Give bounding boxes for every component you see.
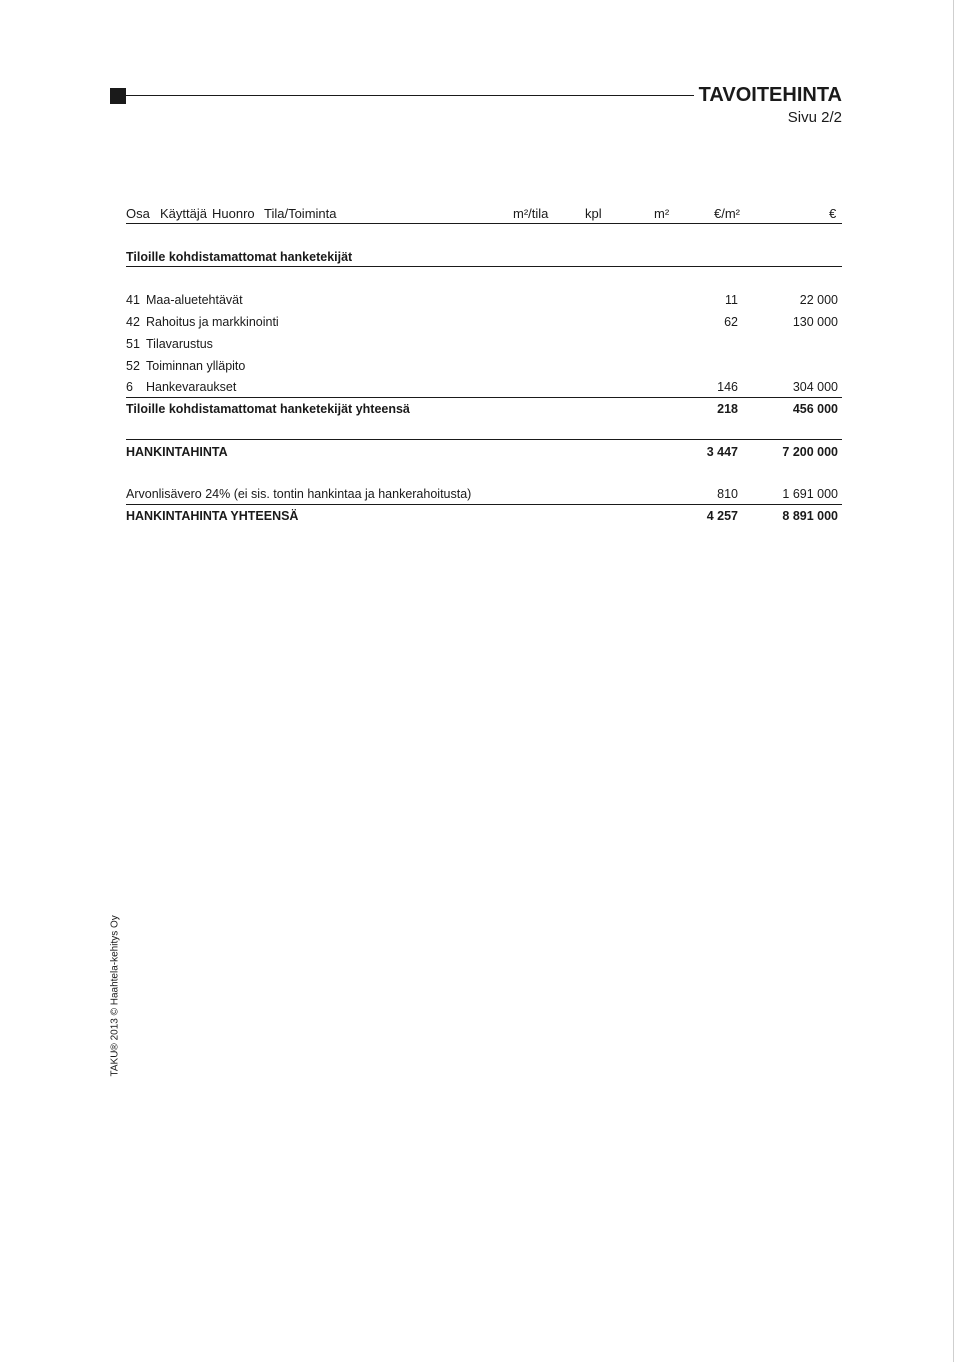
- col-osa: Osa: [126, 206, 150, 221]
- row-name: Hankevaraukset: [146, 380, 237, 394]
- row-eur: 130 000: [792, 315, 838, 329]
- table-row: [126, 293, 838, 311]
- col-eur: €: [829, 206, 837, 221]
- grand-total-label: HANKINTAHINTA YHTEENSÄ: [126, 509, 299, 523]
- copyright-side-text: TAKU® 2013 © Haahtela-kehitys Oy: [109, 915, 121, 1077]
- subtotal-eur: 456 000: [792, 402, 838, 416]
- row-m2: 62: [724, 315, 738, 329]
- section-underline: [126, 266, 842, 267]
- row-osa: 42: [126, 315, 140, 329]
- row-osa: 41: [126, 293, 140, 307]
- row-name: Maa-aluetehtävät: [146, 293, 243, 307]
- row-osa: 52: [126, 359, 140, 373]
- hankintahinta-eur: 7 200 000: [782, 445, 838, 459]
- logo-mark: [110, 88, 126, 104]
- col-kpl: kpl: [585, 206, 602, 221]
- row-osa: 51: [126, 337, 140, 351]
- col-eurm2: €/m²: [714, 206, 740, 221]
- alv-m2: 810: [717, 487, 738, 501]
- grand-total-m2: 4 257: [706, 509, 738, 523]
- table-row: [126, 359, 838, 377]
- alv-eur: 1 691 000: [782, 487, 838, 501]
- subtotal-rule: [126, 397, 842, 398]
- hankintahinta-m2: 3 447: [706, 445, 738, 459]
- grand-total-row: [126, 509, 838, 527]
- section-title: Tiloille kohdistamattomat hanketekijät: [126, 250, 353, 264]
- col-huonro: Huonro: [212, 206, 255, 221]
- row-name: Tilavarustus: [146, 337, 213, 351]
- header-underline: [126, 223, 842, 224]
- row-eur: 22 000: [799, 293, 838, 307]
- page-number: Sivu 2/2: [787, 109, 842, 126]
- subtotal-m2: 218: [717, 402, 738, 416]
- row-name: Rahoitus ja markkinointi: [146, 315, 279, 329]
- hankintahinta-rule: [126, 439, 842, 440]
- table-row: [126, 380, 838, 398]
- page-edge: [953, 0, 954, 1362]
- col-m2tila: m²/tila: [513, 206, 549, 221]
- document-title: TAVOITEHINTA: [698, 84, 842, 106]
- header-rule: [126, 95, 694, 96]
- table-row: [126, 337, 838, 355]
- hankintahinta-label: HANKINTAHINTA: [126, 445, 228, 459]
- subtotal-row: [126, 402, 838, 420]
- grand-total-eur: 8 891 000: [782, 509, 838, 523]
- col-m2: m²: [654, 206, 670, 221]
- row-eur: 304 000: [792, 380, 838, 394]
- row-m2: 11: [725, 293, 738, 307]
- subtotal-label: Tiloille kohdistamattomat hanketekijät yhteensä: [126, 402, 410, 416]
- table-row: [126, 315, 838, 333]
- grand-total-rule: [126, 504, 842, 505]
- row-name: Toiminnan ylläpito: [146, 359, 246, 373]
- hankintahinta-row: [126, 445, 838, 463]
- row-osa: 6: [126, 380, 133, 394]
- row-m2: 146: [717, 380, 738, 394]
- alv-row: [126, 487, 838, 505]
- col-kayttaja: Käyttäjä: [160, 206, 207, 221]
- col-tila: Tila/Toiminta: [264, 206, 337, 221]
- alv-label: Arvonlisävero 24% (ei sis. tontin hankintaa ja hankerahoitusta): [126, 487, 472, 501]
